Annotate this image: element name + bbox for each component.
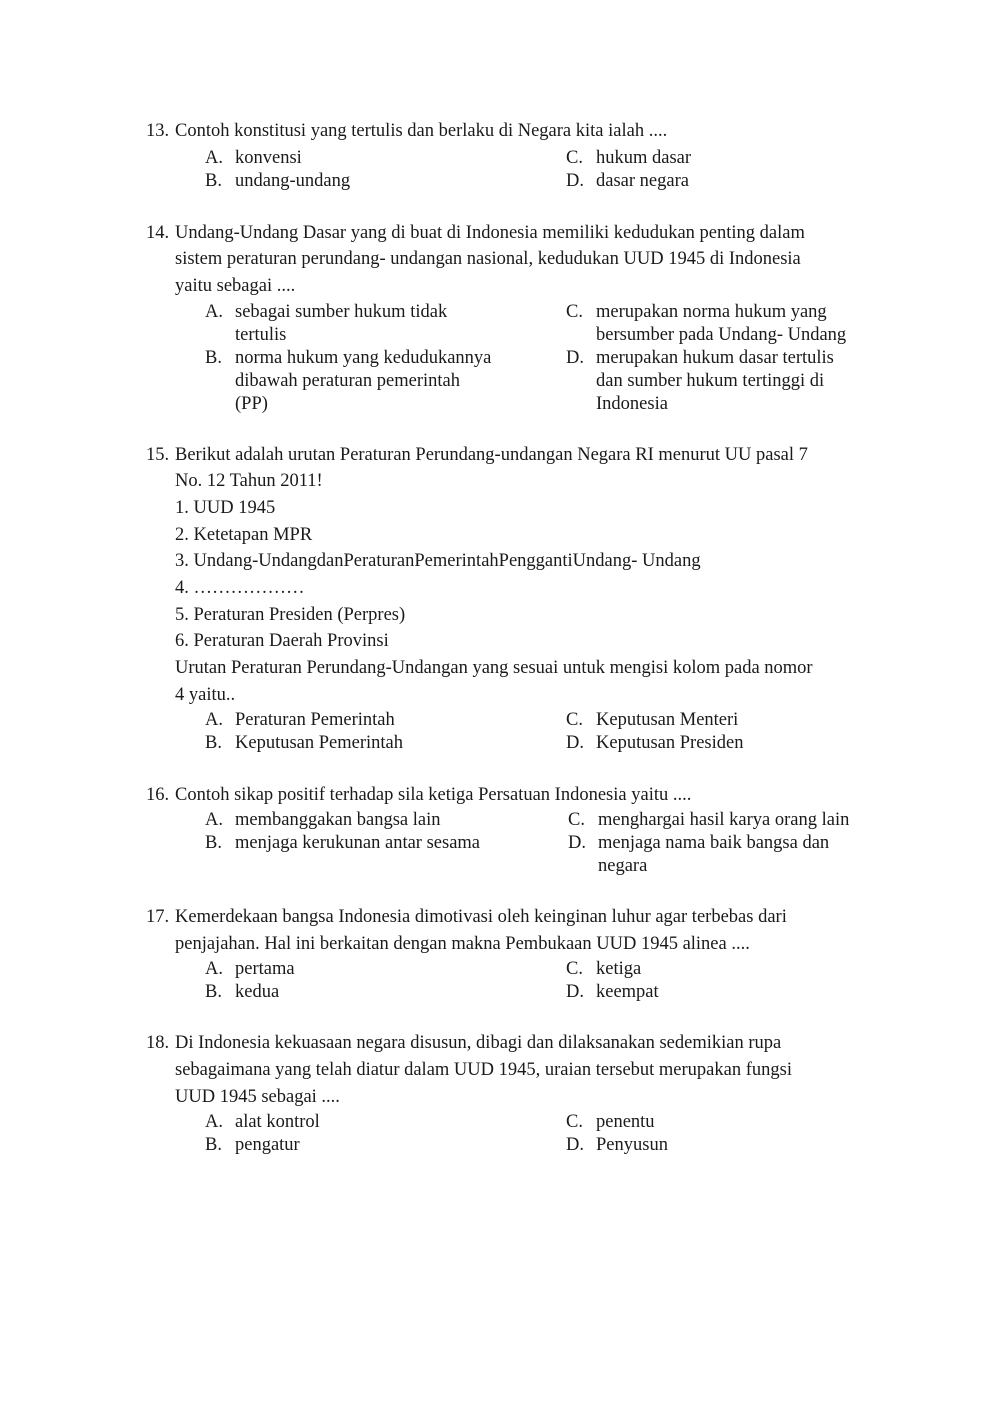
- question-stem-line: sistem peraturan perundang- undangan nasional, kedudukan UUD 1945 di Indonesia: [175, 249, 801, 269]
- list-item: 4. ………………: [175, 578, 305, 598]
- option-text: merupakan norma hukum yang: [596, 302, 827, 322]
- option-letter: B.: [205, 348, 222, 368]
- option-letter: C.: [566, 1112, 583, 1132]
- list-item: 2. Ketetapan MPR: [175, 525, 313, 545]
- option-text: ketiga: [596, 959, 642, 979]
- question-stem-line: No. 12 Tahun 2011!: [175, 471, 323, 491]
- question-stem-line: penjajahan. Hal ini berkaitan dengan makna Pembukaan UUD 1945 alinea ....: [175, 934, 750, 954]
- option-letter: C.: [566, 302, 583, 322]
- option-text: menjaga kerukunan antar sesama: [235, 833, 481, 853]
- list-item: 1. UUD 1945: [175, 498, 276, 518]
- option-text: merupakan hukum dasar tertulis: [596, 348, 834, 368]
- option-letter: A.: [205, 959, 223, 979]
- question-number: 15.: [146, 445, 170, 465]
- option-text: norma hukum yang kedudukannya: [235, 348, 492, 368]
- option-text: bersumber pada Undang- Undang: [596, 325, 847, 345]
- option-text: menghargai hasil karya orang lain: [598, 810, 850, 830]
- question-stem-line: Contoh sikap positif terhadap sila ketiga Persatuan Indonesia yaitu ....: [175, 785, 692, 805]
- question-number: 16.: [146, 785, 170, 805]
- option-letter: D.: [566, 1135, 584, 1155]
- option-letter: B.: [205, 1135, 222, 1155]
- question-number: 14.: [146, 223, 170, 243]
- option-text: Keputusan Pemerintah: [235, 733, 403, 753]
- option-text: kedua: [235, 982, 280, 1002]
- option-letter: A.: [205, 302, 223, 322]
- option-text: Keputusan Presiden: [596, 733, 744, 753]
- question-stem-line: UUD 1945 sebagai ....: [175, 1087, 340, 1107]
- question-number: 17.: [146, 907, 170, 927]
- list-item: 3. Undang-UndangdanPeraturanPemerintahPenggantiUndang- Undang: [175, 551, 701, 571]
- question-number: 18.: [146, 1033, 170, 1053]
- option-text: alat kontrol: [235, 1112, 320, 1132]
- option-text: menjaga nama baik bangsa dan: [598, 833, 830, 853]
- list-item: 6. Peraturan Daerah Provinsi: [175, 631, 389, 651]
- option-letter: C.: [566, 148, 583, 168]
- list-item: 5. Peraturan Presiden (Perpres): [175, 605, 406, 625]
- option-text: negara: [598, 856, 648, 876]
- question-stem-line: Kemerdekaan bangsa Indonesia dimotivasi oleh keinginan luhur agar terbebas dari: [175, 907, 787, 927]
- option-text: sebagai sumber hukum tidak: [235, 302, 448, 322]
- option-letter: A.: [205, 1112, 223, 1132]
- option-letter: C.: [566, 710, 583, 730]
- option-text: hukum dasar: [596, 148, 692, 168]
- option-letter: D.: [568, 833, 586, 853]
- option-letter: D.: [566, 982, 584, 1002]
- option-text: konvensi: [235, 148, 302, 168]
- option-text: Keputusan Menteri: [596, 710, 739, 730]
- question-stem-line: sebagaimana yang telah diatur dalam UUD 1945, uraian tersebut merupakan fungsi: [175, 1060, 792, 1080]
- option-text: Indonesia: [596, 394, 668, 414]
- option-text: membanggakan bangsa lain: [235, 810, 441, 830]
- option-text: keempat: [596, 982, 659, 1002]
- option-text: dan sumber hukum tertinggi di: [596, 371, 825, 391]
- option-text: undang-undang: [235, 171, 351, 191]
- question-stem-line: 4 yaitu..: [175, 685, 236, 705]
- option-text: dibawah peraturan pemerintah: [235, 371, 460, 391]
- option-letter: C.: [566, 959, 583, 979]
- question-stem-line: Berikut adalah urutan Peraturan Perundang-undangan Negara RI menurut UU pasal 7: [175, 445, 808, 465]
- option-letter: D.: [566, 348, 584, 368]
- option-letter: A.: [205, 148, 223, 168]
- option-letter: B.: [205, 733, 222, 753]
- option-letter: B.: [205, 171, 222, 191]
- option-text: pertama: [235, 959, 295, 979]
- option-text: dasar negara: [596, 171, 689, 191]
- question-stem-line: Di Indonesia kekuasaan negara disusun, dibagi dan dilaksanakan sedemikian rupa: [175, 1033, 782, 1053]
- question-stem-line: Urutan Peraturan Perundang-Undangan yang sesuai untuk mengisi kolom pada nomor: [175, 658, 813, 678]
- option-letter: D.: [566, 733, 584, 753]
- option-text: (PP): [235, 394, 268, 414]
- option-letter: D.: [566, 171, 584, 191]
- option-text: Peraturan Pemerintah: [235, 710, 395, 730]
- option-letter: A.: [205, 810, 223, 830]
- option-text: Penyusun: [596, 1135, 668, 1155]
- question-stem-line: yaitu sebagai ....: [175, 276, 296, 296]
- question-number: 13.: [146, 121, 170, 141]
- option-text: penentu: [596, 1112, 655, 1132]
- option-text: tertulis: [235, 325, 287, 345]
- question-stem-line: Contoh konstitusi yang tertulis dan berlaku di Negara kita ialah ....: [175, 121, 668, 141]
- option-letter: B.: [205, 833, 222, 853]
- question-stem-line: Undang-Undang Dasar yang di buat di Indonesia memiliki kedudukan penting dalam: [175, 223, 805, 243]
- option-letter: B.: [205, 982, 222, 1002]
- option-text: pengatur: [235, 1135, 300, 1155]
- option-letter: C.: [568, 810, 585, 830]
- option-letter: A.: [205, 710, 223, 730]
